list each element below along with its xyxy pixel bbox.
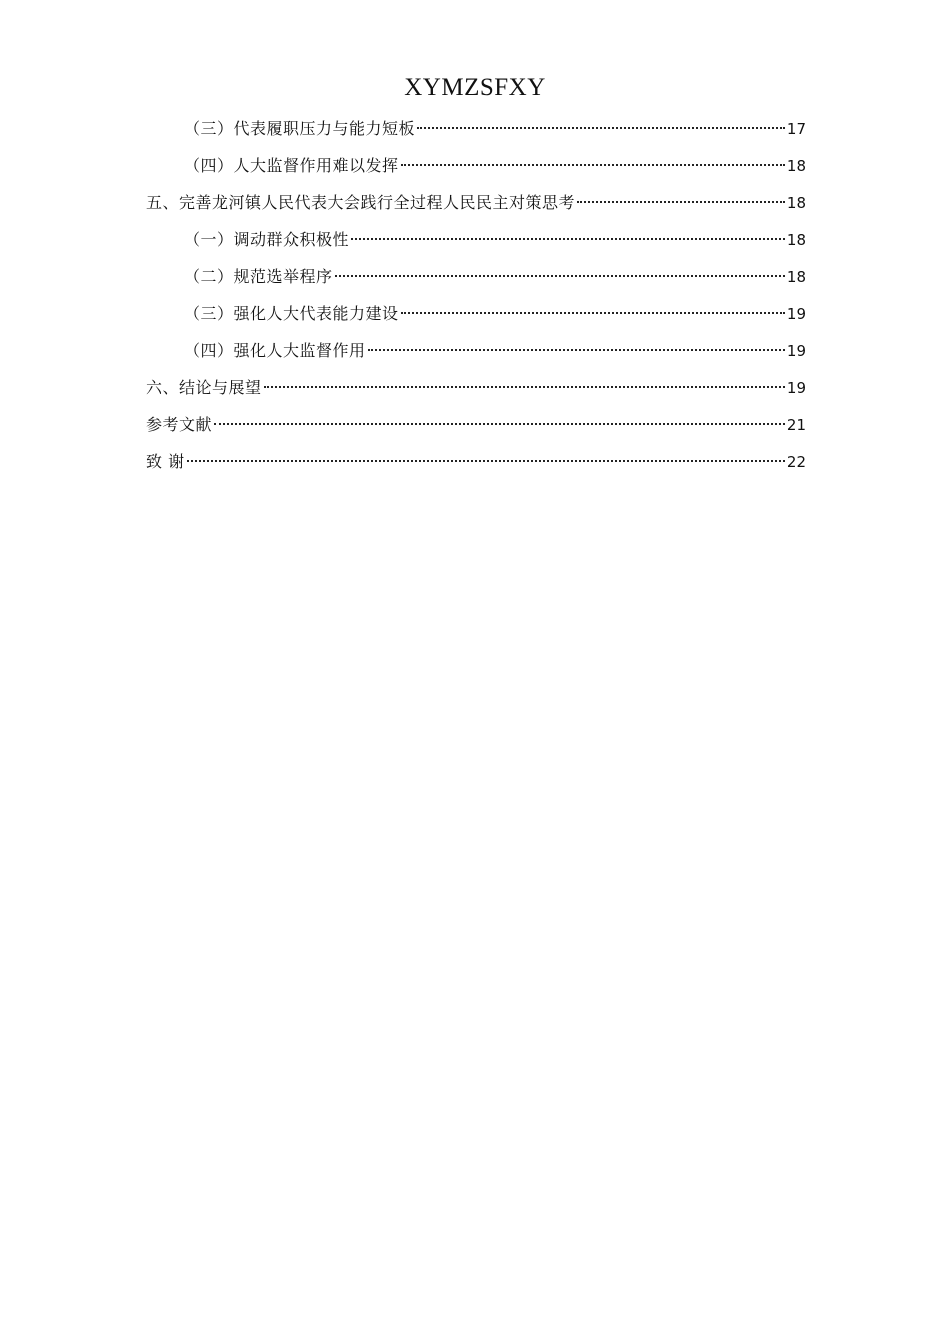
toc-dot-leader bbox=[335, 275, 785, 277]
toc-entry[interactable] bbox=[146, 408, 806, 445]
toc-entry[interactable] bbox=[146, 149, 806, 186]
toc-dot-leader bbox=[401, 312, 785, 314]
toc-dot-leader bbox=[264, 386, 785, 388]
toc-entry[interactable] bbox=[146, 371, 806, 408]
toc-dot-leader bbox=[401, 164, 785, 166]
toc-dot-leader bbox=[577, 201, 785, 203]
toc-dot-leader bbox=[187, 460, 785, 462]
toc-entry-page: 19 bbox=[786, 342, 806, 360]
toc-entry[interactable] bbox=[146, 334, 806, 371]
toc-entry-label: 六、结论与展望 bbox=[146, 378, 262, 397]
toc-entry-page: 18 bbox=[786, 157, 806, 175]
table-of-contents bbox=[146, 112, 806, 482]
toc-entry-page: 18 bbox=[786, 194, 806, 212]
toc-entry[interactable] bbox=[146, 297, 806, 334]
page-header-title: XYMZSFXY bbox=[404, 74, 546, 101]
toc-entry-label: 五、完善龙河镇人民代表大会践行全过程人民民主对策思考 bbox=[146, 193, 576, 212]
toc-entry[interactable] bbox=[146, 112, 806, 149]
toc-entry-page: 17 bbox=[786, 120, 806, 138]
toc-entry-page: 22 bbox=[786, 453, 806, 471]
toc-entry-page: 19 bbox=[786, 305, 806, 323]
toc-entry-label: （三）代表履职压力与能力短板 bbox=[184, 119, 416, 138]
toc-entry-label: （三）强化人大代表能力建设 bbox=[184, 304, 399, 323]
toc-dot-leader bbox=[368, 349, 785, 351]
toc-entry-page: 21 bbox=[786, 416, 806, 434]
toc-entry[interactable] bbox=[146, 186, 806, 223]
toc-entry-label: （二）规范选举程序 bbox=[184, 267, 333, 286]
toc-entry-label: （一）调动群众积极性 bbox=[184, 230, 350, 249]
toc-entry-label: （四）强化人大监督作用 bbox=[184, 341, 366, 360]
toc-entry[interactable] bbox=[146, 445, 806, 482]
toc-dot-leader bbox=[214, 423, 785, 425]
toc-entry[interactable] bbox=[146, 223, 806, 260]
toc-entry-label: （四）人大监督作用难以发挥 bbox=[184, 156, 399, 175]
toc-entry[interactable] bbox=[146, 260, 806, 297]
toc-entry-label: 致 谢 bbox=[146, 452, 185, 471]
toc-entry-page: 18 bbox=[786, 268, 806, 286]
toc-entry-label: 参考文献 bbox=[146, 415, 213, 434]
toc-entry-page: 19 bbox=[786, 379, 806, 397]
toc-dot-leader bbox=[351, 238, 785, 240]
toc-entry-page: 18 bbox=[786, 231, 806, 249]
toc-dot-leader bbox=[417, 127, 785, 129]
